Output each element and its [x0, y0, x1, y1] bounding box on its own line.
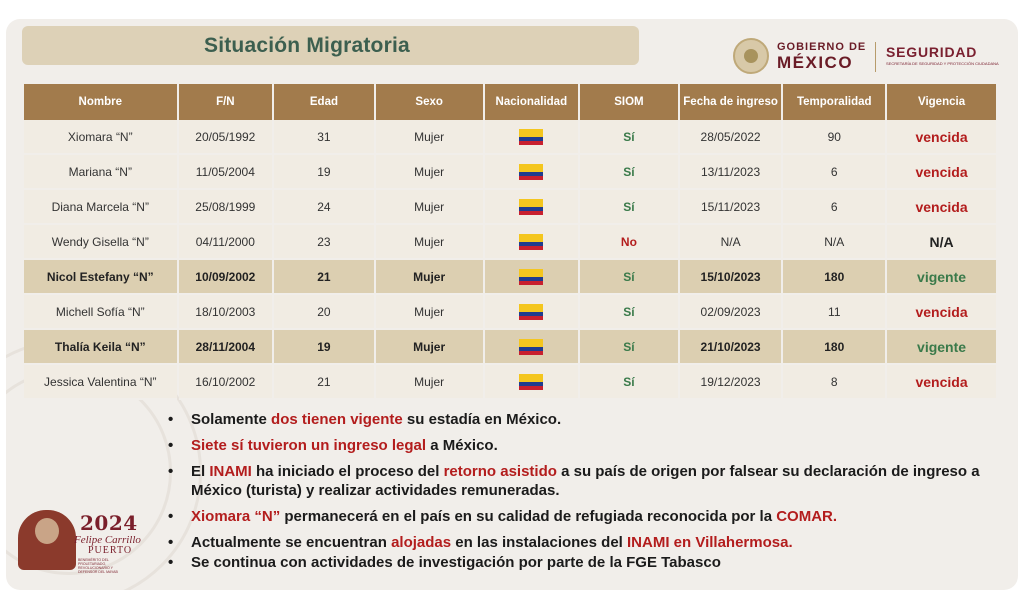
nationality-cell: [485, 155, 579, 190]
nombre-cell: Thalía Keila “N”: [24, 330, 177, 365]
table-row: [24, 295, 996, 330]
fecha-ingreso-cell: 21/10/2023: [680, 330, 782, 365]
fn-cell: 16/10/2002: [179, 365, 273, 400]
colombia-flag: [519, 304, 543, 320]
bullet-text: Solamente: [191, 411, 272, 428]
temporalidad-cell: 180: [783, 260, 885, 295]
highlighted-text: retorno asistido: [443, 463, 557, 480]
nationality-cell: [485, 295, 579, 330]
siom-cell: Sí: [580, 120, 678, 155]
edad-cell: 24: [274, 190, 374, 225]
colombia-flag: [519, 339, 543, 355]
table-row: [24, 330, 996, 365]
column-header: Edad: [274, 84, 374, 120]
temporalidad-cell: 180: [783, 330, 885, 365]
highlighted-text: COMAR.: [776, 508, 838, 525]
fn-cell: 20/05/1992: [179, 120, 273, 155]
highlighted-text: Siete sí tuvieron un ingreso legal: [191, 437, 427, 454]
colombia-flag: [519, 269, 543, 285]
colombia-flag: [519, 199, 543, 215]
nombre-cell: Nicol Estefany “N”: [24, 260, 177, 295]
column-header: Sexo: [376, 84, 483, 120]
logo-gobierno-line1: GOBIERNO DE: [777, 41, 867, 53]
highlighted-text: alojadas: [391, 534, 452, 551]
fecha-ingreso-cell: 15/11/2023: [680, 190, 782, 225]
edad-cell: 20: [274, 295, 374, 330]
page-title: Situación Migratoria: [204, 34, 410, 57]
logo-divider: [875, 42, 876, 72]
siom-cell: Sí: [580, 365, 678, 400]
vigencia-cell: vencida: [887, 365, 996, 400]
vigencia-cell: vencida: [887, 295, 996, 330]
colombia-flag: [519, 374, 543, 390]
gobierno-seguridad-logo: [733, 38, 999, 78]
siom-cell: Sí: [580, 260, 678, 295]
sexo-cell: Mujer: [376, 365, 483, 400]
sexo-cell: Mujer: [376, 295, 483, 330]
bullet-text: Actualmente se encuentran: [191, 534, 392, 551]
siom-cell: Sí: [580, 155, 678, 190]
colombia-flag: [519, 129, 543, 145]
vigencia-cell: vencida: [887, 155, 996, 190]
portrait-icon: [18, 510, 76, 570]
fecha-ingreso-cell: 28/05/2022: [680, 120, 782, 155]
edad-cell: 21: [274, 260, 374, 295]
edad-cell: 19: [274, 155, 374, 190]
fn-cell: 04/11/2000: [179, 225, 273, 260]
siom-cell: Sí: [580, 330, 678, 365]
table-body: [24, 120, 996, 400]
column-header: SIOM: [580, 84, 678, 120]
table-row: [24, 155, 996, 190]
column-header: F/N: [179, 84, 273, 120]
bullet-text: su estadía en México.: [402, 411, 562, 428]
vigencia-cell: vencida: [887, 120, 996, 155]
column-header: Fecha de ingreso: [680, 84, 782, 120]
table-row: [24, 260, 996, 295]
table-row: [24, 225, 996, 260]
bullet-text: ha iniciado el proceso del: [251, 463, 444, 480]
bullet-text: El: [191, 463, 210, 480]
sexo-cell: Mujer: [376, 120, 483, 155]
logo-seguridad-line1: SEGURIDAD: [886, 44, 978, 60]
table-row: [24, 365, 996, 400]
nombre-cell: Diana Marcela “N”: [24, 190, 177, 225]
summary-bullet: [168, 533, 1008, 552]
footer-logo-year: 2024: [80, 511, 138, 535]
logo-seguridad-line2: SECRETARÍA DE SEGURIDAD Y PROTECCIÓN CIUDADANA: [886, 61, 999, 66]
table-row: [24, 120, 996, 155]
vigencia-cell: N/A: [887, 225, 996, 260]
bullet-text: permanecerá en el país en su calidad de refugiada reconocida por la: [280, 508, 777, 525]
siom-cell: No: [580, 225, 678, 260]
summary-bullet: [168, 462, 1008, 500]
column-header: Nombre: [24, 84, 177, 120]
column-header: Temporalidad: [783, 84, 885, 120]
column-header: Vigencia: [887, 84, 996, 120]
edad-cell: 23: [274, 225, 374, 260]
sexo-cell: Mujer: [376, 190, 483, 225]
nationality-cell: [485, 365, 579, 400]
migration-status-table: [22, 84, 998, 400]
fn-cell: 18/10/2003: [179, 295, 273, 330]
fn-cell: 25/08/1999: [179, 190, 273, 225]
fn-cell: 10/09/2002: [179, 260, 273, 295]
fecha-ingreso-cell: 02/09/2023: [680, 295, 782, 330]
nombre-cell: Wendy Gisella “N”: [24, 225, 177, 260]
coat-of-arms-icon: [733, 38, 769, 74]
table-row: [24, 190, 996, 225]
vigencia-cell: vigente: [887, 330, 996, 365]
nombre-cell: Michell Sofía “N”: [24, 295, 177, 330]
footer-logo-line2: PUERTO: [88, 545, 133, 556]
temporalidad-cell: 11: [783, 295, 885, 330]
sexo-cell: Mujer: [376, 155, 483, 190]
siom-cell: Sí: [580, 190, 678, 225]
temporalidad-cell: 6: [783, 155, 885, 190]
sexo-cell: Mujer: [376, 260, 483, 295]
sexo-cell: Mujer: [376, 225, 483, 260]
summary-bullet: [168, 553, 1008, 572]
siom-cell: Sí: [580, 295, 678, 330]
highlighted-text: Xiomara “N”: [191, 508, 281, 525]
nationality-cell: [485, 190, 579, 225]
highlighted-text: INAMI: [209, 463, 252, 480]
nombre-cell: Jessica Valentina “N”: [24, 365, 177, 400]
fn-cell: 28/11/2004: [179, 330, 273, 365]
edad-cell: 21: [274, 365, 374, 400]
bullet-text: en las instalaciones del: [451, 534, 627, 551]
temporalidad-cell: 8: [783, 365, 885, 400]
felipe-carrillo-puerto-2024-logo: [18, 510, 148, 572]
fecha-ingreso-cell: 19/12/2023: [680, 365, 782, 400]
summary-bullet: [168, 507, 1008, 526]
fn-cell: 11/05/2004: [179, 155, 273, 190]
bullet-text: a su país de origen por falsear su declaración de ingreso a México (turista) y realizar actividades remuneradas.: [191, 463, 980, 499]
summary-bullet-list: [168, 410, 1008, 579]
bullet-text: a México.: [426, 437, 498, 454]
temporalidad-cell: 6: [783, 190, 885, 225]
column-header: Nacionalidad: [485, 84, 579, 120]
vigencia-cell: vencida: [887, 190, 996, 225]
vigencia-cell: vigente: [887, 260, 996, 295]
summary-bullet: [168, 436, 1008, 455]
summary-bullet: [168, 410, 1008, 429]
footer-logo-line1: Felipe Carrillo: [74, 534, 141, 546]
colombia-flag: [519, 234, 543, 250]
nationality-cell: [485, 330, 579, 365]
edad-cell: 19: [274, 330, 374, 365]
temporalidad-cell: N/A: [783, 225, 885, 260]
edad-cell: 31: [274, 120, 374, 155]
nationality-cell: [485, 260, 579, 295]
nombre-cell: Xiomara “N”: [24, 120, 177, 155]
nationality-cell: [485, 225, 579, 260]
temporalidad-cell: 90: [783, 120, 885, 155]
fecha-ingreso-cell: N/A: [680, 225, 782, 260]
highlighted-text: dos tienen vigente: [271, 411, 403, 428]
highlighted-text: INAMI en Villahermosa.: [627, 534, 793, 551]
nationality-cell: [485, 120, 579, 155]
bullet-text: Se continua con actividades de investigación por parte de la FGE Tabasco: [191, 554, 721, 571]
fecha-ingreso-cell: 13/11/2023: [680, 155, 782, 190]
footer-logo-line3: BENEMÉRITO DEL PROLETARIADO, REVOLUCIONARIO Y DEFENSOR DEL MAYAB: [78, 558, 118, 574]
fecha-ingreso-cell: 15/10/2023: [680, 260, 782, 295]
nombre-cell: Mariana “N”: [24, 155, 177, 190]
table-header-row: [24, 84, 996, 120]
colombia-flag: [519, 164, 543, 180]
logo-gobierno-line2: MÉXICO: [777, 53, 854, 72]
sexo-cell: Mujer: [376, 330, 483, 365]
